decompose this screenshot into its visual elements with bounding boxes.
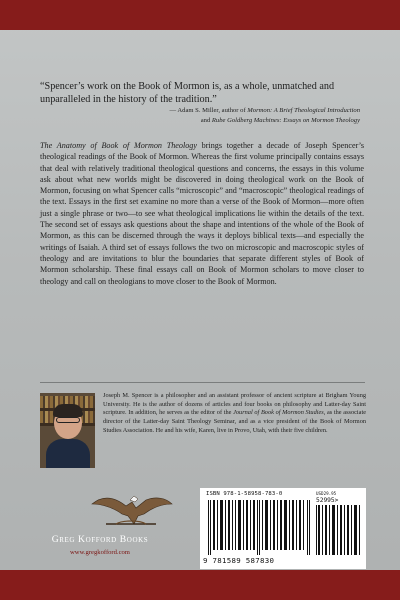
isbn-label: ISBN 978-1-58958-783-0 (206, 491, 283, 497)
author-bio (103, 392, 366, 436)
price-label: USD29.95 (316, 491, 337, 496)
attribution-book-1: Mormon: A Brief Theological Introduction (247, 107, 360, 114)
bio-text-1: Joseph M. Spencer is a philosopher and an assistant professor of ancient scripture at Brigham Young University. He is the author of dozens of articles and four books on philosophy and Latter-day Saint scripture. In addition, he serves as the editor of the (103, 392, 366, 417)
author-glasses (56, 417, 80, 423)
bio-journal: Journal of Book of Mormon Studies (233, 409, 324, 417)
publisher-name: Greg Kofford Books (51, 534, 149, 545)
top-band (0, 0, 400, 30)
endorsement-attribution (40, 106, 360, 126)
price-code: 52995> (316, 497, 339, 504)
endorsement-quote: “Spencer’s work on the Book of Mormon is, as a whole, unmatched and unparalleled in the history of the tradition.” (40, 81, 335, 105)
isbn-barcode (200, 488, 366, 569)
barcode-digits: 9 781589 587830 (203, 556, 275, 565)
book-description (40, 140, 364, 287)
bio-text-2: , as the associate director of the Latter-day Saint Theology Seminar, and as a vice president of the Book of Mormon Studies Association. He and his wife, Karen, live in Provo, Utah, with their five children. (103, 409, 366, 434)
publisher-url[interactable]: www.gregkofford.com (70, 549, 130, 556)
attribution-prefix: — Adam S. Miller, author of (169, 107, 248, 114)
bottom-band (0, 570, 400, 600)
attribution-book-2: Rube Goldberg Machines: Essays on Mormon Theology (211, 117, 360, 124)
author-hair (53, 404, 83, 417)
description-text: brings together a decade of Joseph Spencer’s theological readings of the Book of Mormon. Whereas the first volume principally contains essays that deal with relatively traditional theological questions and concerns, the essays in this volume ask about what new worlds might be discovered in doing theological work on the Book of Mormon, focusing on what Spencer calls “microscopic” and “macroscopic” theological readings of the text. Essays in the first set examine no more than a verse of the Book of Mormon—more often just a single phrase or two—to see what theological implications lie within the details of the text. The second set of essays ask questions about the shape and intentions of the whole of the Book of Mormon, as this can be discerned through the ways it deploys biblical texts—and especially the writings of Isaiah. A third set of essays follows the two on microscopic and macroscopic styles of theology and are invitations to blur the boundaries that separate different styles of Book of Mormon scholarship. These final essays call on Book of Mormon scholars to move closer to theology and call on theologians to move closer to the Book of Mormon. (40, 141, 364, 286)
divider (40, 382, 365, 383)
author-body (46, 439, 90, 468)
attribution-and: and (200, 117, 212, 124)
author-photo (40, 393, 95, 468)
barcode-bars (208, 500, 310, 555)
publisher-eagle-logo (86, 490, 176, 532)
price-addon-bars (316, 505, 360, 555)
book-title: The Anatomy of Book of Mormon Theology (40, 141, 197, 150)
